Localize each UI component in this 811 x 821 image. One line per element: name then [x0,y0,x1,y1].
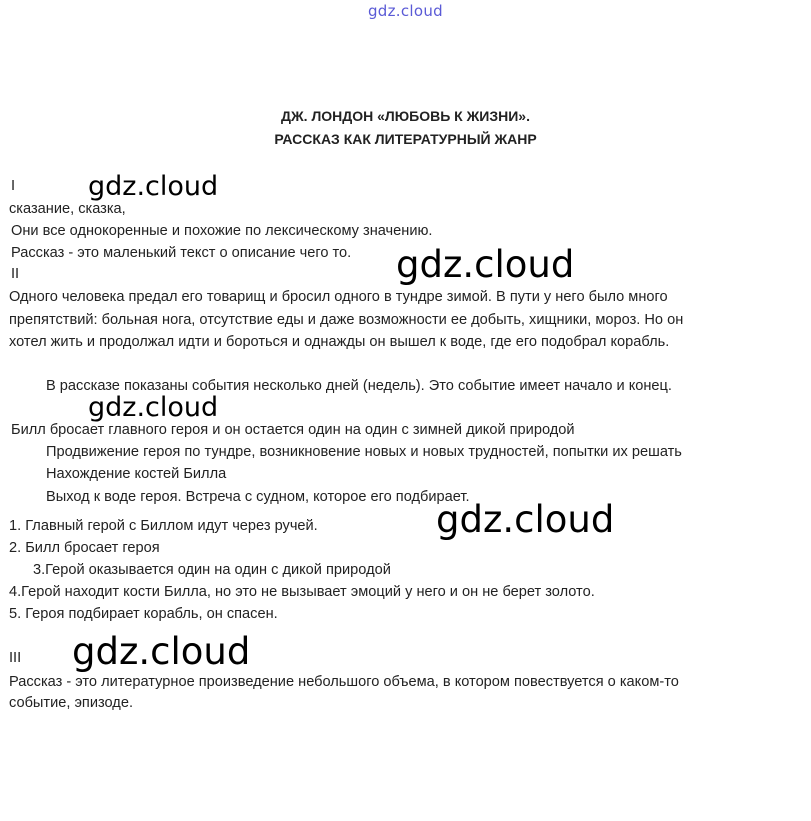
section-3-numeral: III [9,650,22,666]
section-2-numeral: II [11,266,20,282]
section-1-line: Они все однокоренные и похожие по лексическому значению. [11,223,433,239]
document-title-line-2: РАССКАЗ КАК ЛИТЕРАТУРНЫЙ ЖАНР [274,131,537,147]
plot-line: Продвижение героя по тундре, возникновение новых и новых трудностей, попытки их решать [46,444,682,460]
watermark: gdz.cloud [88,171,219,202]
section-1-line: сказание, сказка, [9,201,126,217]
watermark: gdz.cloud [436,498,615,541]
section-1-numeral: I [11,178,16,194]
watermark: gdz.cloud [72,630,251,673]
numbered-list-item: 3.Герой оказывается один на один с дикой природой [33,562,391,578]
watermark: gdz.cloud [396,243,575,286]
section-3-line: событие, эпизоде. [9,695,133,711]
section-1-line: Рассказ - это маленький текст о описание чего то. [11,245,352,261]
numbered-list-item: 4.Герой находит кости Билла, но это не вызывает эмоций у него и он не берет золото. [9,584,595,600]
section-2-paragraph-line: препятствий: больная нога, отсутствие еды и даже возможности ее добыть, хищники, мороз. Но он [9,312,684,328]
plot-line: Выход к воде героя. Встреча с судном, которое его подбирает. [46,489,470,505]
section-2-paragraph-line: хотел жить и продолжал идти и бороться и однажды он вышел к воде, где его подобрал корабль. [9,334,670,350]
section-3-line: Рассказ - это литературное произведение небольшого объема, в котором повествуется о каком-то [9,674,679,690]
watermark: gdz.cloud [88,392,219,423]
events-note: В рассказе показаны события несколько дней (недель). Это событие имеет начало и конец. [46,378,672,394]
numbered-list-item: 1. Главный герой с Биллом идут через ручей. [9,518,318,534]
plot-line: Нахождение костей Билла [46,466,227,482]
numbered-list-item: 5. Героя подбирает корабль, он спасен. [9,606,278,622]
site-link[interactable]: gdz.cloud [367,2,443,20]
section-2-paragraph-line: Одного человека предал его товарищ и бросил одного в тундре зимой. В пути у него было много [9,289,668,305]
plot-line: Билл бросает главного героя и он остается один на один с зимней дикой природой [11,422,575,438]
document-title-line-1: ДЖ. ЛОНДОН «ЛЮБОВЬ К ЖИЗНИ». [281,108,530,124]
numbered-list-item: 2. Билл бросает героя [9,540,160,556]
